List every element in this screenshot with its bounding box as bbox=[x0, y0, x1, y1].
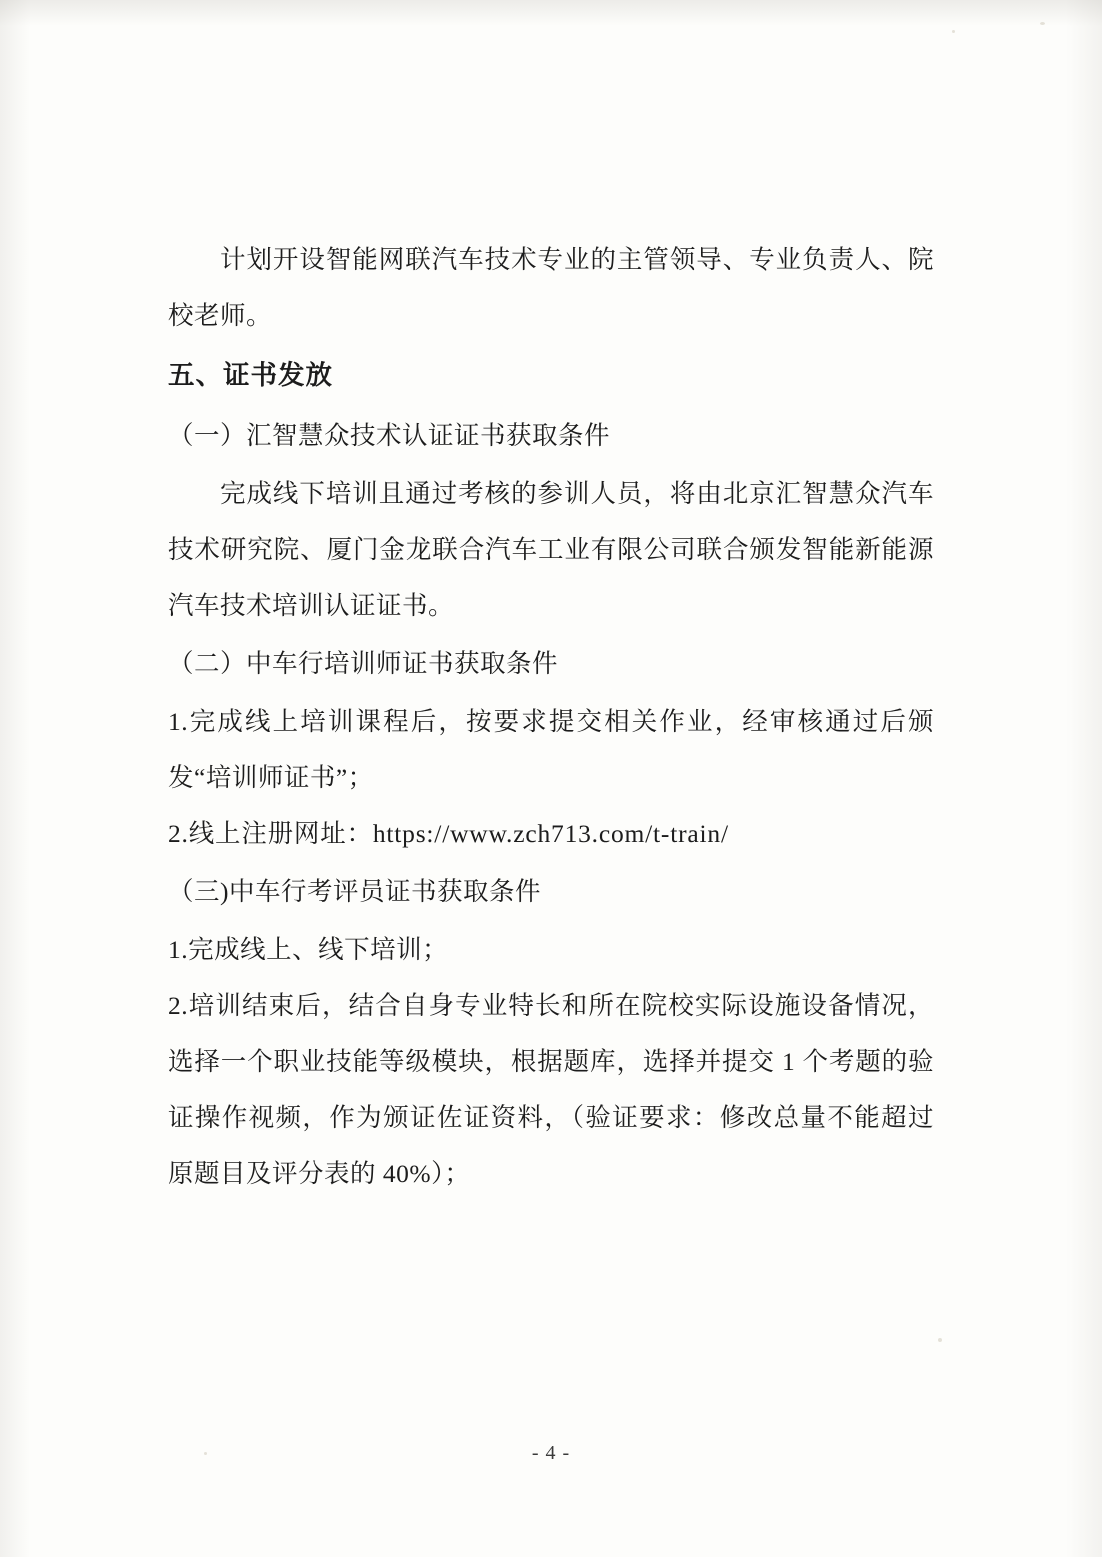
list-item-trainer-1: 1.完成线上培训课程后，按要求提交相关作业，经审核通过后颁发“培训师证书”； bbox=[168, 707, 934, 792]
document-body bbox=[168, 232, 934, 1202]
page-edge-shadow-left bbox=[0, 0, 30, 1557]
list-item-assessor-2: 2.培训结束后，结合自身专业特长和所在院校实际设施设备情况，选择一个职业技能等级模块，根据题库，选择并提交 1 个考题的验证操作视频，作为颁证佐证资料，（验证要求：修改总量不能超过原题目及评分表的 40%）； bbox=[168, 991, 934, 1188]
page-content-area bbox=[168, 0, 934, 1557]
paper-speck bbox=[952, 30, 955, 33]
section-heading-certificate-issuance: 五、证书发放 bbox=[168, 360, 333, 390]
subsection-heading-huizhi-condition: （一）汇智慧众技术认证证书获取条件 bbox=[168, 421, 611, 450]
list-item-trainer-2-url: 2.线上注册网址：https://www.zch713.com/t-train/ bbox=[168, 819, 729, 848]
paper-speck bbox=[1040, 22, 1045, 25]
page-number: - 4 - bbox=[531, 1442, 571, 1464]
list-item-assessor-1: 1.完成线上、线下培训； bbox=[168, 935, 449, 964]
paper-speck bbox=[938, 1338, 942, 1342]
subsection-heading-trainer-condition: （二）中车行培训师证书获取条件 bbox=[168, 649, 559, 678]
paragraph-audience: 计划开设智能网联汽车技术专业的主管领导、专业负责人、院校老师。 bbox=[168, 245, 934, 330]
page-edge-shadow-right bbox=[1066, 0, 1102, 1557]
paragraph-huizhi-condition-body: 完成线下培训且通过考核的参训人员，将由北京汇智慧众汽车技术研究院、厦门金龙联合汽车工业有限公司联合颁发智能新能源汽车技术培训认证证书。 bbox=[168, 479, 934, 620]
subsection-heading-assessor-condition: （三)中车行考评员证书获取条件 bbox=[168, 877, 541, 906]
